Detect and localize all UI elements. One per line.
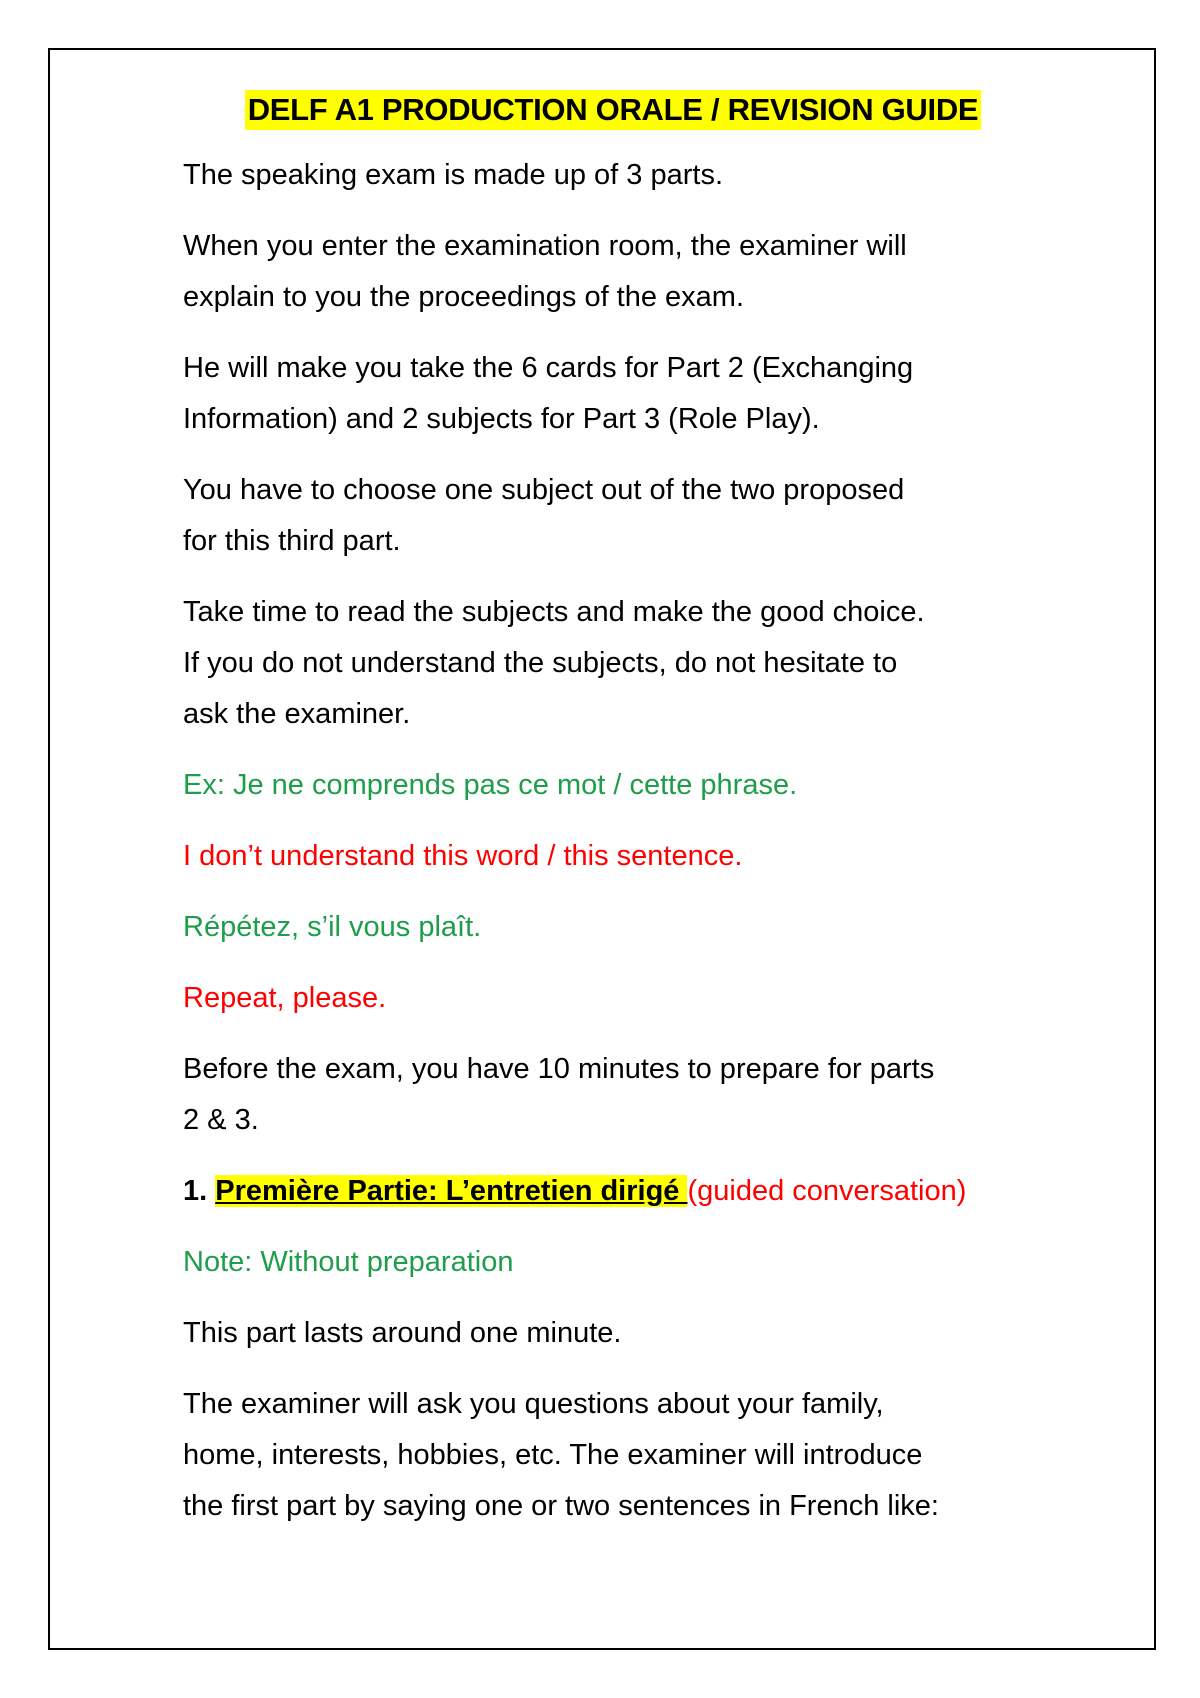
section-1-description: The examiner will ask you questions about your family, home, interests, hobbies, etc. The examiner will introduce the first part by saying one or two sentences in French like: xyxy=(183,1388,939,1522)
section-1-note: Note: Without preparation xyxy=(183,1246,514,1278)
example-french-1: Ex: Je ne comprends pas ce mot / cette phrase. xyxy=(183,769,798,801)
section-1-number: 1. xyxy=(183,1175,208,1207)
example-english-2: Repeat, please. xyxy=(183,982,387,1014)
document-body xyxy=(183,90,1083,1552)
example-french-2: Répétez, s’il vous plaît. xyxy=(183,911,482,943)
section-1-heading xyxy=(183,1166,1083,1217)
section-1-duration: This part lasts around one minute. xyxy=(183,1317,622,1349)
paragraph-enter-room: When you enter the examination room, the examiner will explain to you the proceedings of the exam. xyxy=(183,230,907,313)
paragraph-take-time: Take time to read the subjects and make the good choice. If you do not understand the subjects, do not hesitate to ask the examiner. xyxy=(183,596,925,730)
paragraph-cards: He will make you take the 6 cards for Part 2 (Exchanging Information) and 2 subjects for Part 3 (Role Play). xyxy=(183,352,914,435)
paragraph-exam-parts: The speaking exam is made up of 3 parts. xyxy=(183,159,724,191)
example-english-1: I don’t understand this word / this sentence. xyxy=(183,840,743,872)
title-container xyxy=(163,90,1063,130)
section-1-title: Première Partie: L’entretien dirigé xyxy=(215,1175,688,1207)
paragraph-choose-subject: You have to choose one subject out of the two proposed for this third part. xyxy=(183,474,905,557)
paragraph-preparation-time: Before the exam, you have 10 minutes to prepare for parts 2 & 3. xyxy=(183,1053,935,1136)
section-1-translation: (guided conversation) xyxy=(687,1175,967,1207)
document-title: DELF A1 PRODUCTION ORALE / REVISION GUIDE xyxy=(245,90,982,130)
